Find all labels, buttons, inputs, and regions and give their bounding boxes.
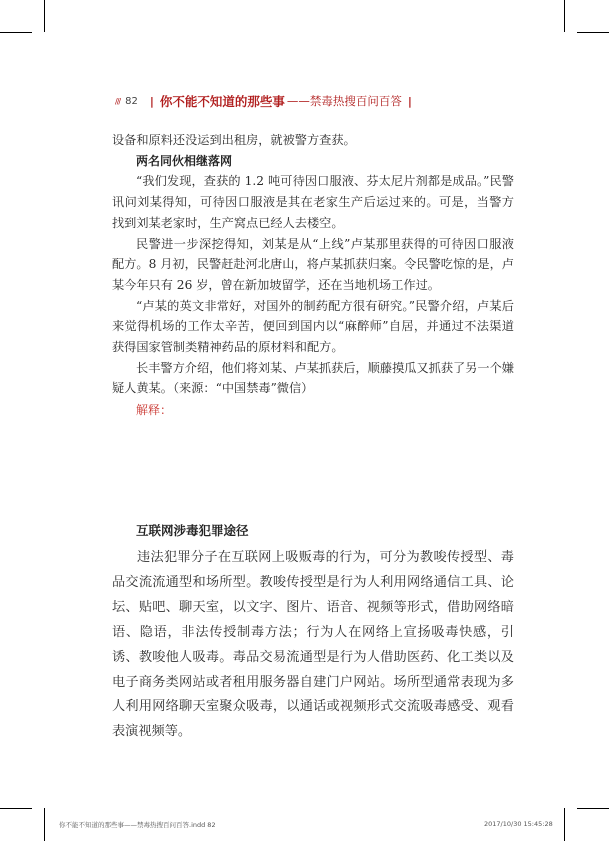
explanation-paragraph: 违法犯罪分子在互联网上吸贩毒的行为，可分为教唆传授型、毒品交流流通型和场所型。教唆传授型是行为人利用网络通信工具、论坛、贴吧、聊天室，以文字、图片、语音、视频等形式，借助网络暗语、隐语，非法传授制毒方法；行为人在网络上宣扬吸毒快感，引诱、教唆他人吸毒。毒品交易流通型是行为人借助医药、化工类以及电子商务类网站或者租用服务器自建门户网站。场所型通常表现为多人利用网络聊天室聚众吸毒，以通话或视频形式交流吸毒感受、观看表演视频等。 (112, 550, 514, 740)
crop-mark-bottom-left-v (44, 808, 45, 841)
book-title: 你不能不知道的那些事 (159, 94, 285, 109)
crop-mark-bottom-right-v (564, 808, 565, 841)
section-heading: 两名同伙相继落网 (136, 153, 233, 168)
crop-mark-bottom-left-h (0, 808, 32, 809)
crop-mark-top-left-v (44, 0, 45, 32)
crop-mark-bottom-right-h (577, 808, 609, 809)
explanation-heading: 互联网涉毒犯罪途径 (136, 523, 249, 538)
book-subtitle: ——禁毒热搜百问百答 (286, 94, 402, 108)
footer-file-name: 你不能不知道的那些事——禁毒热搜百问百答.indd 82 (59, 821, 216, 829)
article-body (112, 130, 514, 421)
crop-mark-top-right-h (577, 32, 609, 33)
page-number: 82 (125, 95, 138, 107)
crop-mark-top-left-h (0, 32, 32, 33)
opening-line: 设备和原料还没运到出租房，就被警方查获。 (112, 133, 356, 147)
paragraph-3: “卢某的英文非常好，对国外的制药配方很有研究。”民警介绍，卢某后来觉得机场的工作太辛苦，便回到国内以“麻醉师”自居，并通过不法渠道获得国家管制类精神药品的原材料和配方。 (112, 298, 514, 355)
header-separator: | (149, 94, 154, 108)
header-marker: /// (115, 96, 121, 106)
explanation-section (112, 521, 514, 745)
paragraph-2: 民警进一步深挖得知，刘某是从“上线”卢某那里获得的可待因口服液配方。8 月初，民警赶赴河北唐山，将卢某抓获归案。令民警吃惊的是，卢某今年只有 26 岁，曾在新加坡留学，还在当地机场工作过。 (112, 236, 514, 292)
paragraph-4: 长丰警方介绍，他们将刘某、卢某抓获后，顺藤摸瓜又抓获了另一个嫌疑人黄某。（来源：“中国禁毒”微信） (112, 360, 514, 396)
header-end-separator: | (407, 94, 412, 108)
running-header (115, 93, 535, 109)
note-label: 解释： (136, 403, 173, 418)
crop-mark-top-right-v (564, 0, 565, 32)
footer-timestamp: 2017/10/30 15:45:28 (484, 820, 553, 828)
paragraph-1: “我们发现，查获的 1.2 吨可待因口服液、芬太尼片剂都是成品。”民警讯问刘某得知，可待因口服液是其在老家生产后运过来的。可是，当警方找到刘某老家时，生产窝点已经人去楼空。 (112, 174, 514, 230)
